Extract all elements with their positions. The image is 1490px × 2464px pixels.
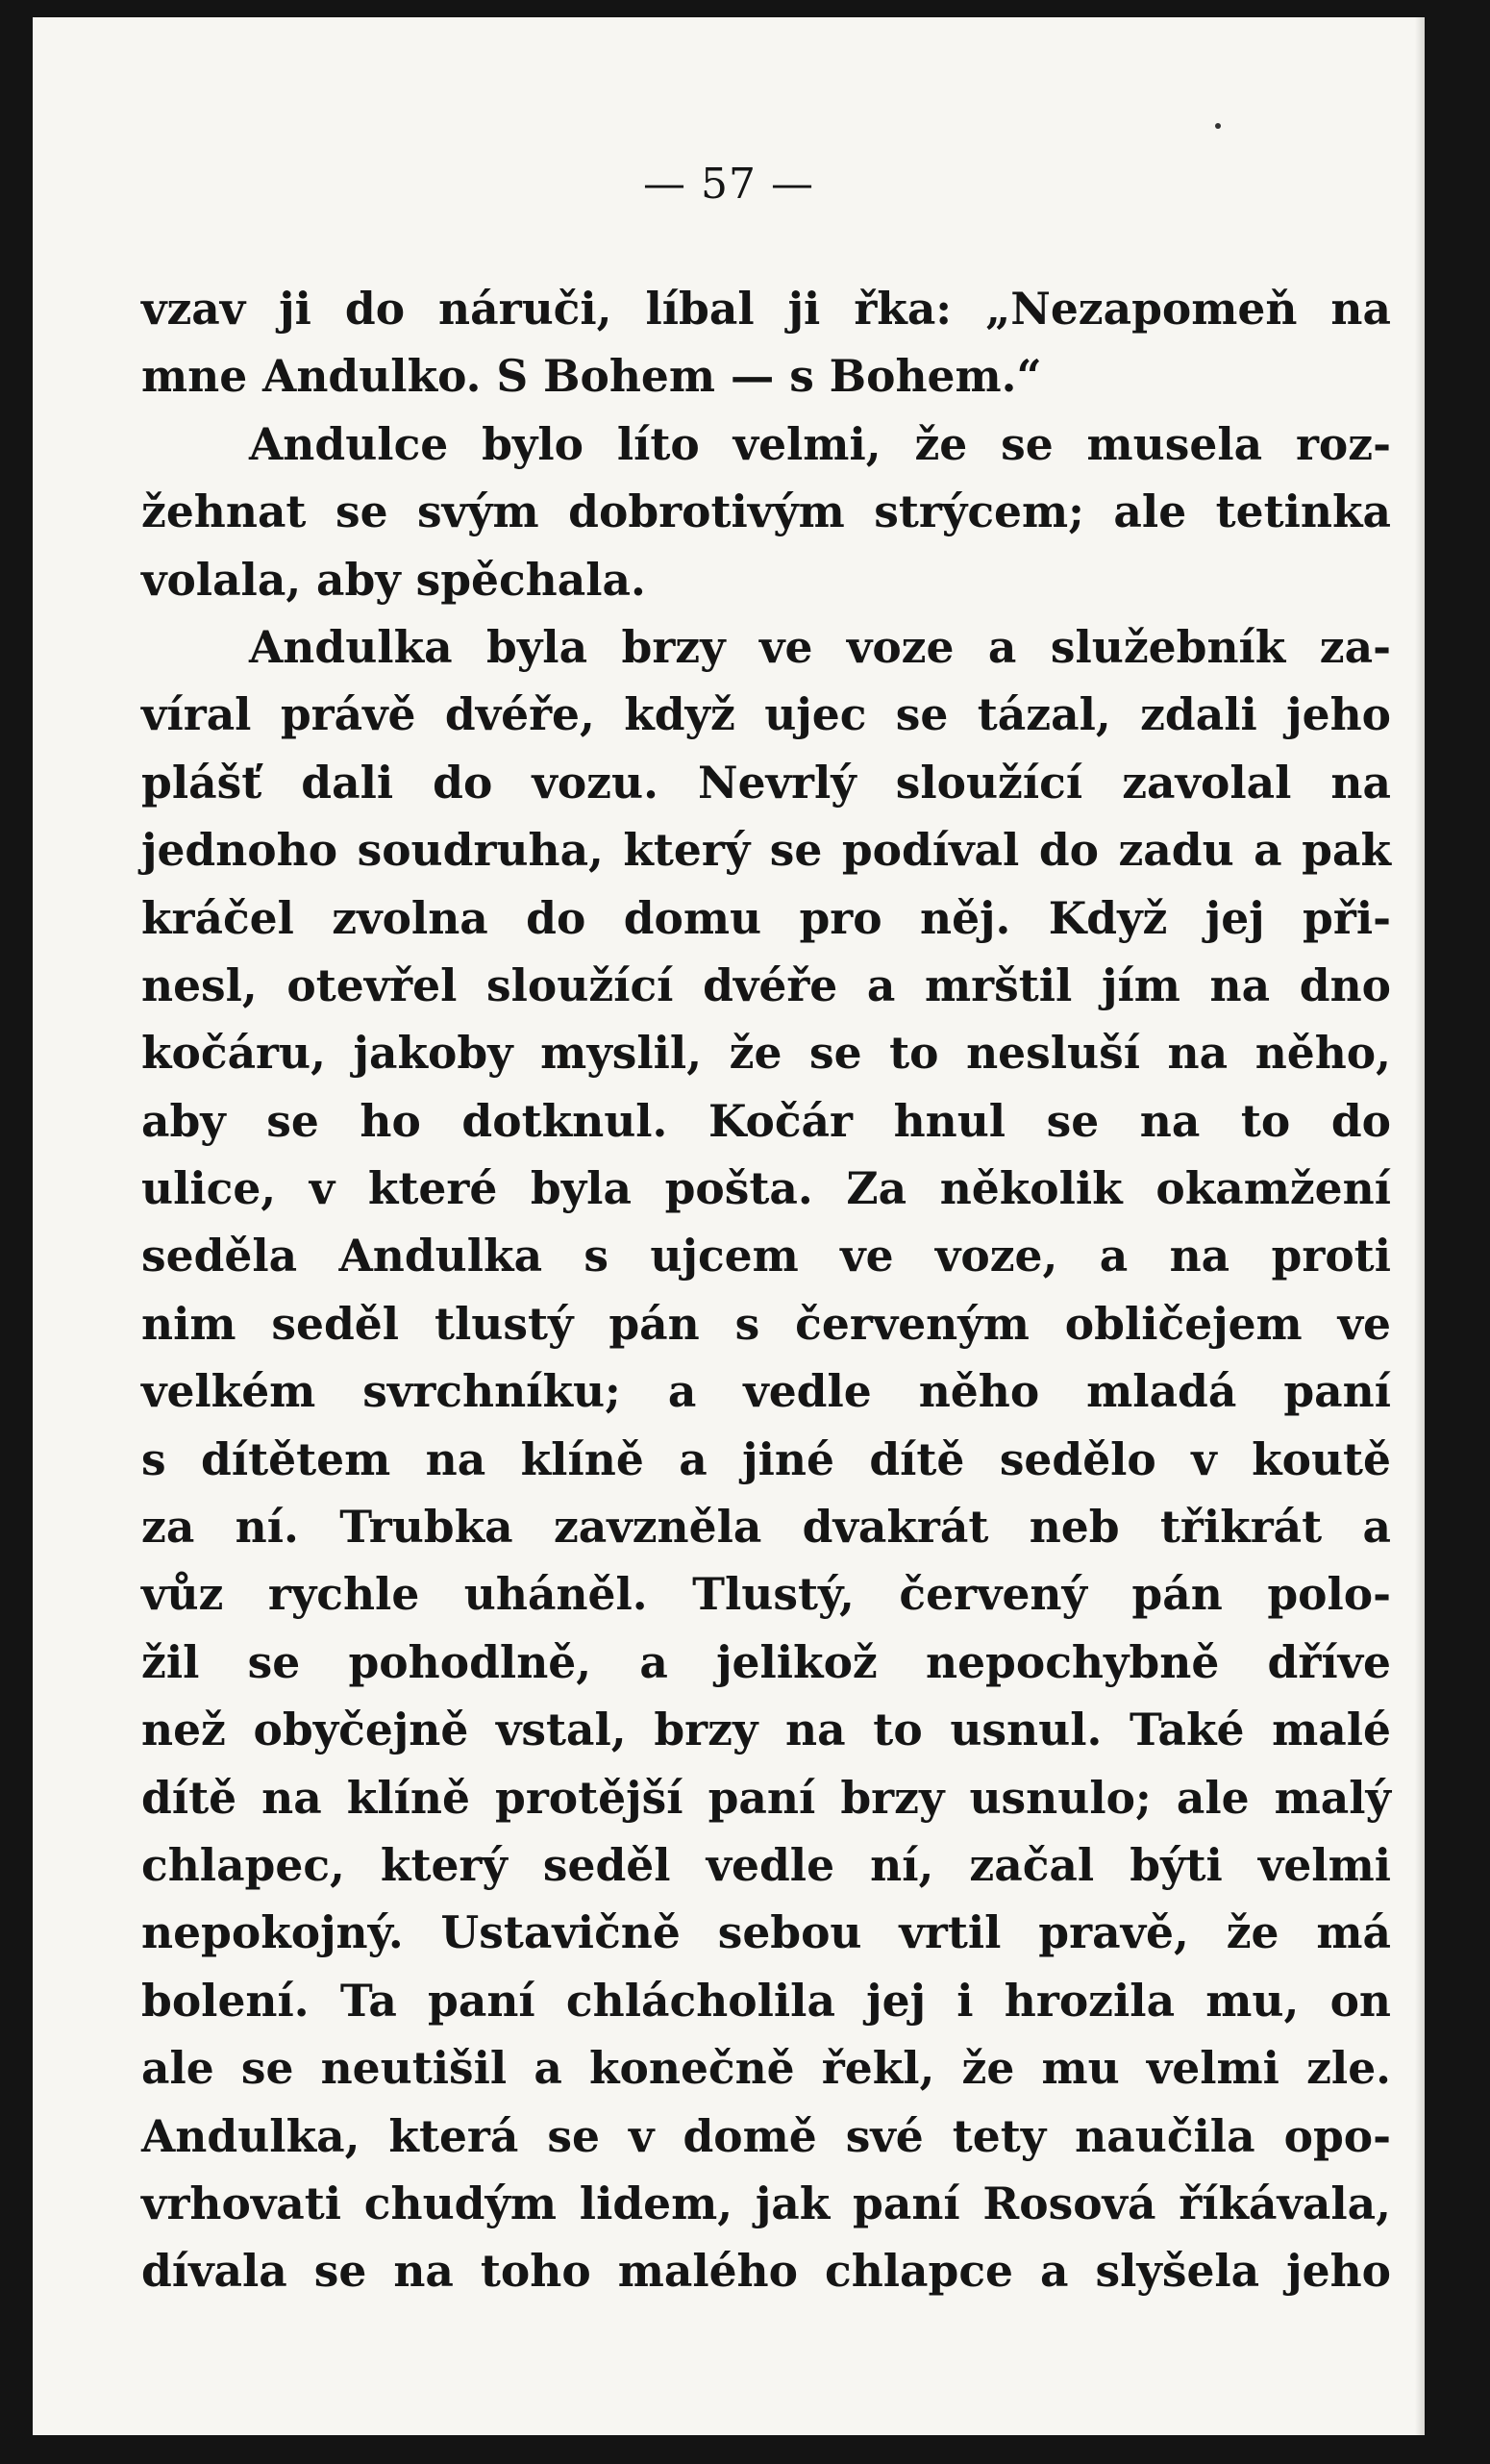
text-line: žil se pohodlně, a jelikož nepochybně dříve [141, 1635, 1391, 1688]
text-line: nesl, otevřel sloužící dvéře a mrštil jím na dno [141, 958, 1391, 1011]
text-line: Andulka, která se v domě své tety naučila opo- [141, 2109, 1391, 2162]
text-line: nepokojný. Ustavičně sebou vrtil pravě, že má [141, 1906, 1391, 1959]
text-line: seděla Andulka s ujcem ve voze, a na proti [141, 1230, 1391, 1282]
page-number: — 57 — [643, 160, 814, 209]
text-line: chlapec, který seděl vedle ní, začal býti velmi [141, 1838, 1391, 1891]
text-line: Andulce bylo líto velmi, že se musela roz- [249, 417, 1391, 470]
text-line: nim seděl tlustý pán s červeným obličejem ve [141, 1297, 1391, 1350]
text-line: aby se ho dotknul. Kočár hnul se na to do [141, 1094, 1391, 1147]
text-line: za ní. Trubka zavzněla dvakrát neb třikrát a [141, 1501, 1391, 1554]
text-line: víral právě dvéře, když ujec se tázal, zdali jeho [141, 688, 1391, 741]
text-line: žehnat se svým dobrotivým strýcem; ale tetinka [141, 485, 1391, 538]
text-line: vzav ji do náruči, líbal ji řka: „Nezapomeň na [141, 283, 1391, 335]
text-line: plášť dali do vozu. Nevrlý sloužící zavolal na [141, 756, 1391, 809]
text-line: mne Andulko. S Bohem — s Bohem.“ [141, 350, 1042, 403]
text-line: vrhovati chudým lidem, jak paní Rosová říkávala, [141, 2177, 1391, 2229]
text-line: než obyčejně vstal, brzy na to usnul. Také malé [141, 1704, 1391, 1756]
text-line: velkém svrchníku; a vedle něho mladá paní [141, 1365, 1391, 1418]
body-text [141, 275, 1391, 2305]
book-page [33, 17, 1425, 2435]
text-line: ale se neutišil a konečně řekl, že mu velmi zle. [141, 2042, 1391, 2095]
text-line: volala, aby spěchala. [141, 553, 646, 606]
page-edge [1415, 17, 1425, 2435]
text-line: kočáru, jakoby myslil, že se to nesluší na něho, [141, 1027, 1391, 1080]
text-line: kráčel zvolna do domu pro něj. Když jej při- [141, 891, 1391, 944]
text-line: ulice, v které byla pošta. Za několik okamžení [141, 1162, 1391, 1215]
text-line: jednoho soudruha, který se podíval do zadu a pak [141, 824, 1391, 877]
text-line: dívala se na toho malého chlapce a slyšela jeho [141, 2245, 1391, 2298]
speck-mark [1215, 123, 1221, 129]
text-line: s dítětem na klíně a jiné dítě sedělo v koutě [141, 1432, 1391, 1485]
text-line: bolení. Ta paní chlácholila jej i hrozila mu, on [141, 1974, 1391, 2027]
text-line: Andulka byla brzy ve voze a služebník za- [249, 620, 1391, 673]
text-line: dítě na klíně protější paní brzy usnulo; ale malý [141, 1771, 1391, 1824]
text-line: vůz rychle uháněl. Tlustý, červený pán polo- [141, 1568, 1391, 1621]
